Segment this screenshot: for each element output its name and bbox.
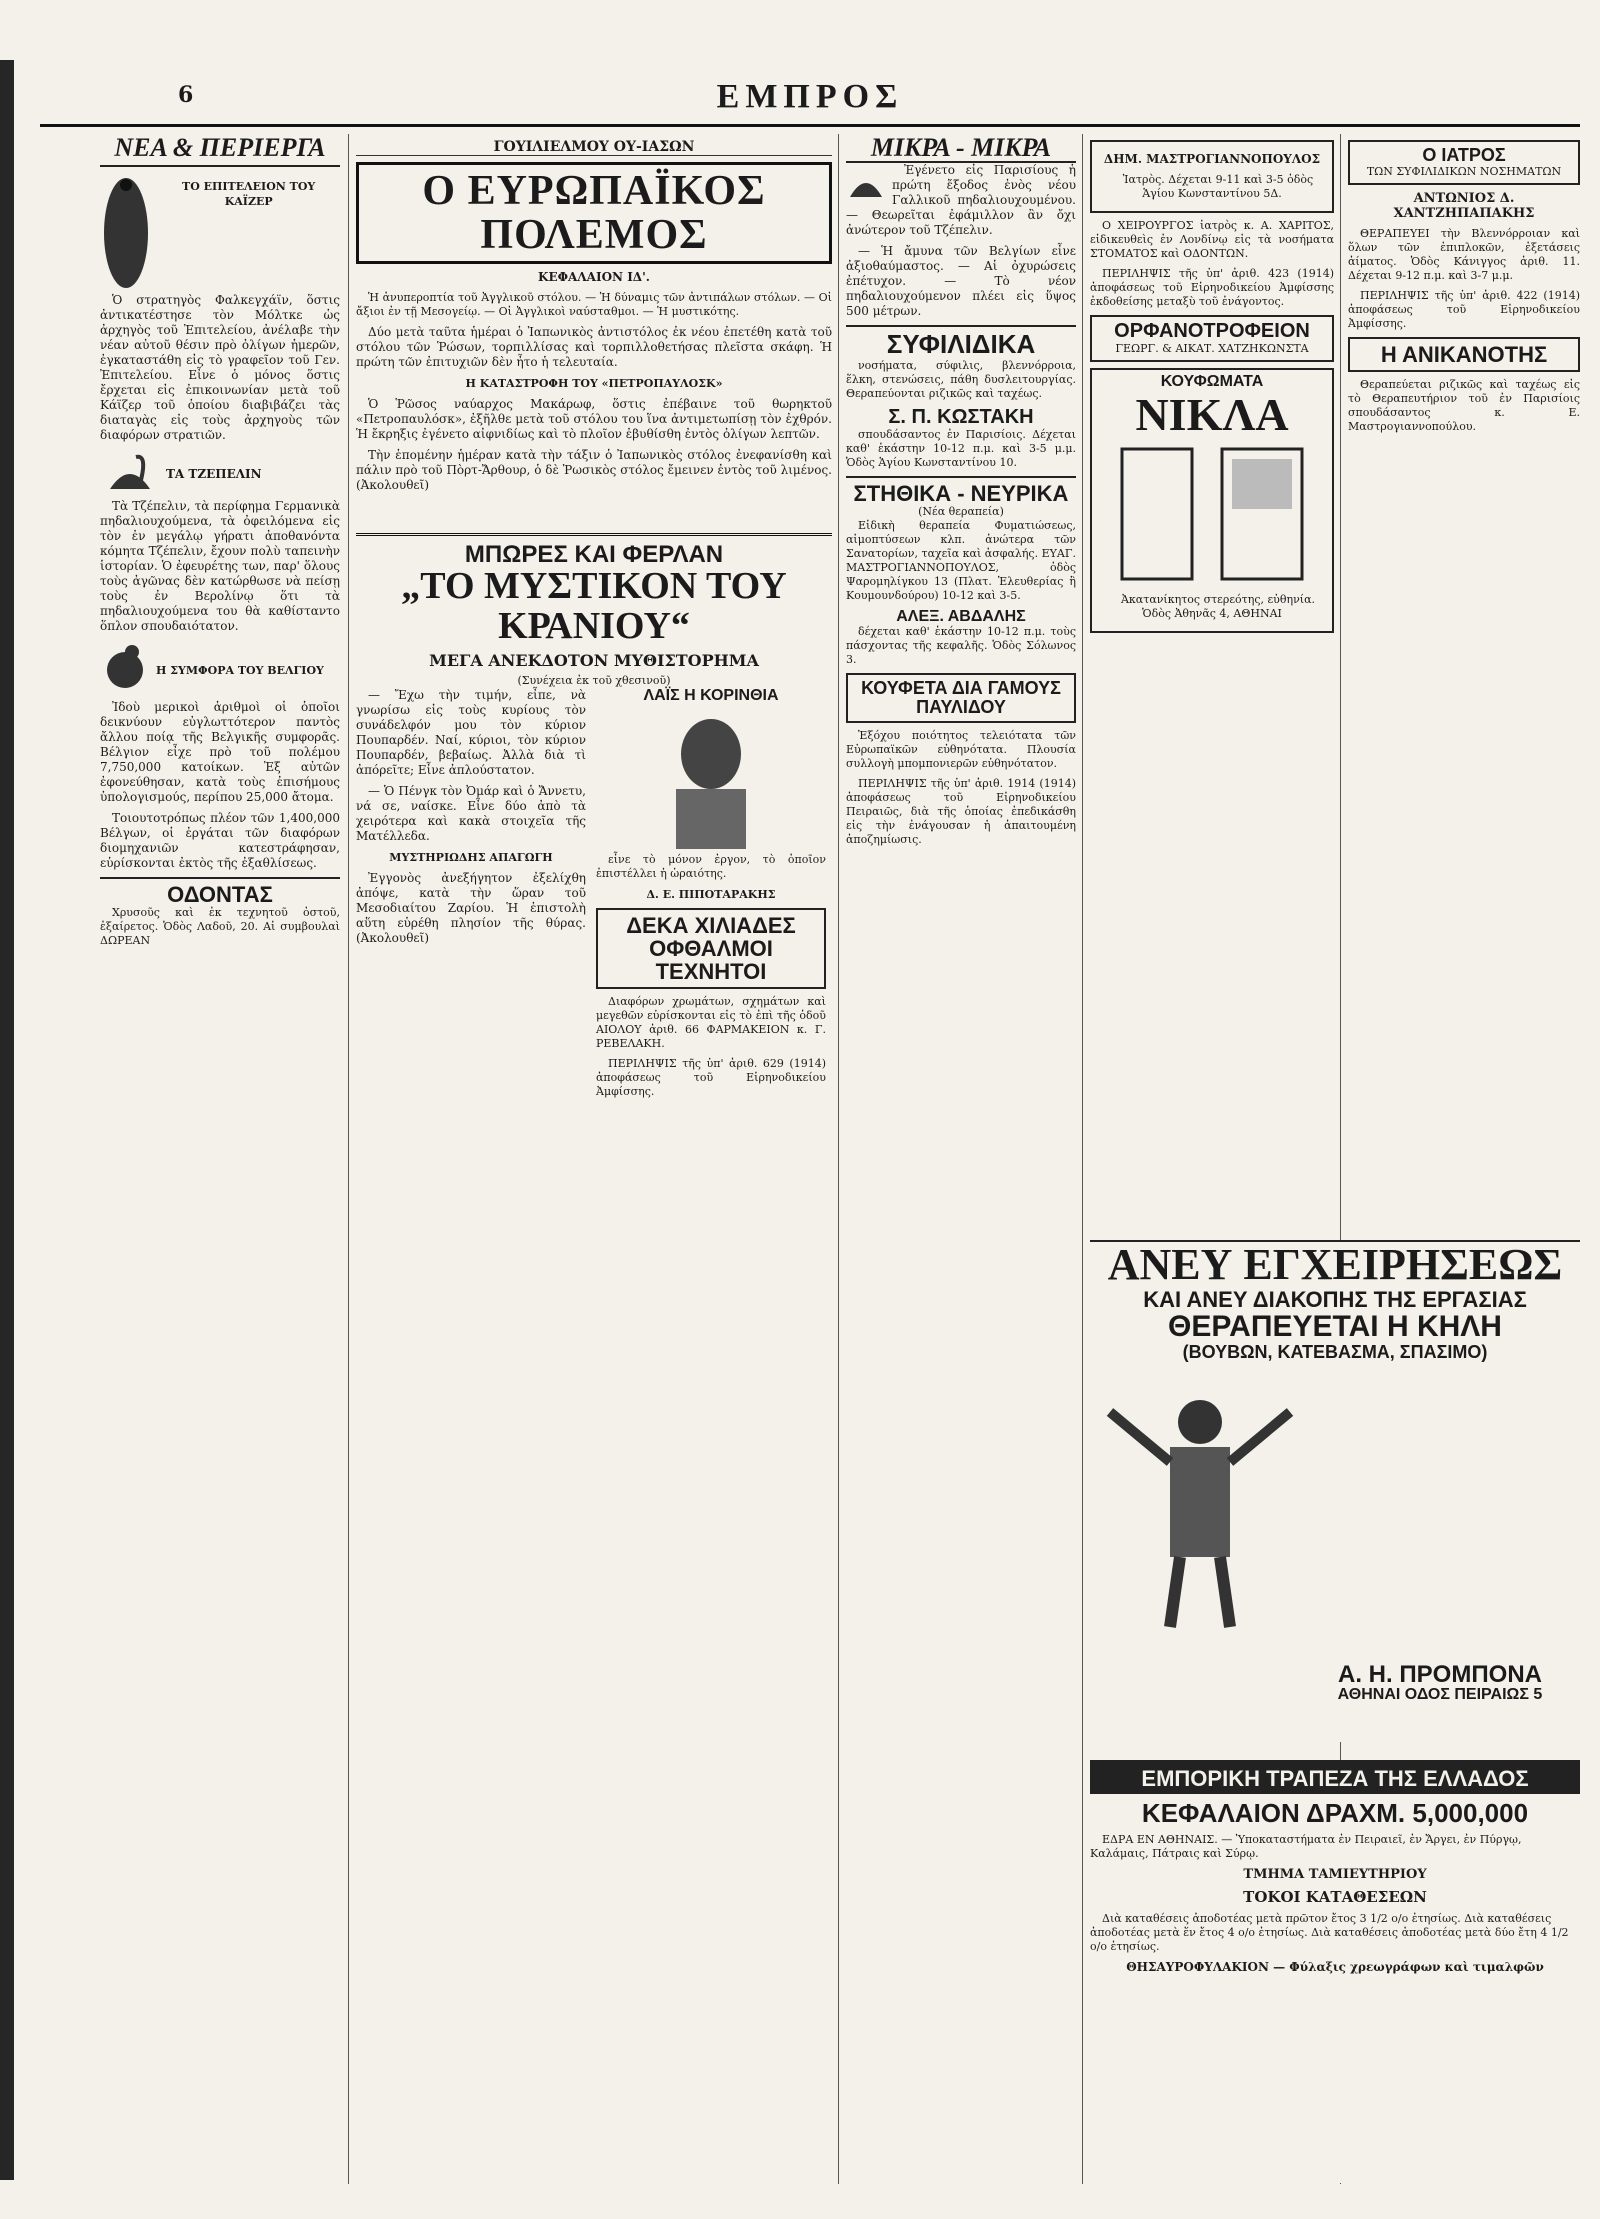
series-author: ΓΟΥΙΛΙΕΛΜΟΥ ΟΥ-ΙΑΣΩΝ	[356, 140, 832, 156]
article-heading: Η ΚΑΤΑΣΤΡΟΦΗ ΤΟΥ «ΠΕΤΡΟΠΑΥΛΟΣΚ»	[465, 377, 723, 391]
column-news	[100, 134, 340, 2194]
ad-subtitle: (Νέα θεραπεία)	[918, 504, 1004, 518]
ad-text: Ἰατρὸς. Δέχεται 9-11 καὶ 3-5 ὁδὸς Ἁγίου Κωνσταντίνου 5Δ.	[1122, 173, 1314, 200]
ad-text: δέχεται καθ' ἑκάστην 10-12 π.μ. τοὺς πάσχοντας τῆς κεφαλῆς. Ὁδὸς Σόλωνος 3.	[846, 625, 1076, 667]
ad-title: Η ΑΝΙΚΑΝΟΤΗΣ	[1380, 341, 1548, 367]
ad-title: ΔΕΚΑ ΧΙΛΙΑΔΕΣ	[626, 912, 796, 938]
section-heading: ΜΙΚΡΑ - ΜΙΚΡΑ	[846, 134, 1076, 163]
bank-text: ΕΔΡΑ ΕΝ ΑΘΗΝΑΙΣ. — Ὑποκαταστήματα ἐν Πειραιεῖ, ἐν Ἄργει, ἐν Πύργῳ, Καλάμαις, Πάτραις καὶ Σύρῳ.	[1090, 1833, 1522, 1861]
legal-notice: ΠΕΡΙΛΗΨΙΣ τῆς ὑπ' ἀριθ. 629 (1914) ἀποφάσεως τοῦ Εἰρηνοδικείου Ἀμφίσσης.	[596, 1057, 826, 1099]
ad-subtitle: (ΒΟΥΒΩΝ, ΚΑΤΕΒΑΣΜΑ, ΣΠΑΣΙΜΟ)	[1182, 1341, 1488, 1362]
ad-title: ΘΕΡΑΠΕΥΕΤΑΙ Η ΚΗΛΗ	[1168, 1310, 1502, 1344]
bank-ad	[1090, 1760, 1580, 2183]
article-text: Τὰ Τζέπελιν, τὰ περίφημα Γερμανικὰ πηδαλιουχούμενα, τὰ ὀφειλόμενα εἰς τὸν ἐν μεγάλῳ γήρατι ἀποθανόντα κόμητα Τζέπελιν, ἔχουν πολὺ ταπεινὴν ἱστορίαν. Ὁ ἐφευρέτης των, παρ' ὅλους τοὺς ἀγῶνας δὲν κατώρθωσε νὰ πείσῃ τοὺς ἐν Βερολίνῳ ὅτι τὰ πηδαλιουχούμενα του θὰ καθίσταντο ὅπλον σπουδαιότατον.	[100, 499, 340, 634]
masthead	[40, 78, 1580, 127]
legal-notice: ΠΕΡΙΛΗΨΙΣ τῆς ὑπ' ἀριθ. 1914 (1914) ἀποφάσεως τοῦ Εἰρηνοδικείου Πειραιῶς, διὰ τῆς ὁποίας ἐπεδικάσθη εἰς τὴν ἐνάγουσαν ἡ ἀπαιτουμένη ἀποζημίωσις.	[846, 777, 1076, 847]
article-text: Δύο μετὰ ταῦτα ἡμέραι ὁ Ἰαπωνικὸς ἀντιστόλος ἐκ νέου ἐπετέθη κατὰ τοῦ στόλου τῶν Ῥώσων, τορπιλλίσας καὶ τορπιλλοθετήσας πλεῖστα σκάφη. Ἡ πρώτη τῶν ἐπιτυχιῶν δὲν ἦτο ἡ τελευταία.	[356, 325, 832, 370]
legal-notice: ΠΕΡΙΛΗΨΙΣ τῆς ὑπ' ἀριθ. 423 (1914) ἀποφάσεως τοῦ Εἰρηνοδικείου Ἀμφίσσης ἐκδοθείσης μεταξὺ τοῦ ἐνάγοντος.	[1090, 267, 1334, 308]
ad-title: ΝΙΚΛΑ	[1135, 388, 1289, 440]
ad-text: Διαφόρων χρωμάτων, σχημάτων καὶ μεγεθῶν εὑρίσκονται εἰς τὸ ἐπὶ τῆς ὁδοῦ ΑΙΟΛΟΥ ἀριθ. 66 ΦΑΡΜΑΚΕΙΟΝ κ. Γ. ΡΕΒΕΛΑΚΗ.	[596, 995, 826, 1051]
article-text: — Ἡ ἄμυνα τῶν Βελγίων εἶνε ἀξιοθαύμαστος. — Αἱ ὀχυρώσεις ἐπέτυχον. — Τὸ νέον πηδαλιουχούμενον πλέει εἰς ὕψος 500 μέτρων.	[846, 244, 1076, 319]
series-title: Ο ΕΥΡΩΠΑΪΚΟΣ ΠΟΛΕΜΟΣ	[356, 162, 832, 264]
section-heading: ΝΕΑ & ΠΕΡΙΕΡΓΑ	[100, 134, 340, 167]
column-rule	[348, 134, 349, 2184]
bank-section-heading: ΤΜΗΜΑ ΤΑΜΙΕΥΤΗΡΙΟΥ	[1243, 1867, 1427, 1883]
ad-text: Ο ΧΕΙΡΟΥΡΓΟΣ ἰατρὸς κ. Α. ΧΑΡΙΤΟΣ, εἰδικευθεὶς ἐν Λονδίνῳ εἰς τὰ νοσήματα ΣΤΟΜΑΤΟΣ καὶ ΟΔΟΝΤΩΝ.	[1090, 219, 1334, 260]
newspaper-title: ΕΜΠΡΟΣ	[716, 78, 904, 115]
column-war	[356, 134, 832, 2194]
article-heading: ΤΑ ΤΖΕΠΕΛΙΝ	[166, 466, 262, 481]
ad-text: ΘΕΡΑΠΕΥΕΙ τὴν Βλεννόρροιαν καὶ ὅλων τῶν ἐπιπλοκῶν, ἐξετάσεις ἀίματος. Ὁδὸς Κάνιγγος ἀριθ. 11. Δέχεται 9-12 π.μ. καὶ 3-7 μ.μ.	[1348, 226, 1580, 282]
ad-doctor-name: Σ. Π. ΚΩΣΤΑΚΗ	[888, 405, 1034, 428]
ad-text: Θεραπεύεται ριζικῶς καὶ ταχέως εἰς τὸ Θεραπευτήριον τοῦ ἐν Παρισίοις σπουδάσαντος κ. Ε. Μαστρογιαννοπούλου.	[1348, 377, 1580, 433]
legal-notice: ΠΕΡΙΛΗΨΙΣ τῆς ὑπ' ἀριθ. 422 (1914) ἀποφάσεως τοῦ Εἰρηνοδικείου Ἀμφίσσης.	[1348, 288, 1580, 330]
ad-title: ΣΥΦΙΛΙΔΙΚΑ	[886, 329, 1036, 360]
article-text: Τοιουτοτρόπως πλέον τῶν 1,400,000 Βέλγων, οἱ ἐργάται τῶν διαφόρων διομηχανιῶν κατεστράφησαν, εὑρίσκονται ἐκτὸς τῆς ἐξαθλίσεως.	[100, 811, 340, 871]
ad-text: Ἐξόχου ποιότητος τελειότατα τῶν Εὐρωπαϊκῶν εὐθηνότατα. Πλουσία συλλογὴ μπομπονιερῶν εὐθηνότατον.	[846, 729, 1076, 771]
ad-text: νοσήματα, σύφιλις, βλεννόρροια, ἕλκη, στενώσεις, πάθη δυσλειτουργίας. Θεραπεύονται ριζικῶς καὶ ταχέως.	[846, 358, 1076, 400]
chapter-summary: Ἡ ἀνυπεροπτία τοῦ Ἀγγλικοῦ στόλου. — Ἡ δύναμις τῶν ἀντιπάλων στόλων. — Οἱ ἄξιοι ἐν τῇ Μεσογείῳ. — Οἱ Ἀγγλικοὶ ναύσταθμοι. — Ἡ μυστικότης.	[356, 291, 832, 319]
bird-icon	[846, 167, 886, 207]
serial-subtitle: ΜΕΓΑ ΑΝΕΚΔΟΤΟΝ ΜΥΘΙΣΤΟΡΗΜΑ	[429, 651, 759, 671]
ad-address: ΑΘΗΝΑΙ ΟΔΟΣ ΠΕΙΡΑΙΩΣ 5	[1337, 1686, 1543, 1704]
door-illustration	[1112, 439, 1312, 589]
bank-section-heading: ΤΟΚΟΙ ΚΑΤΑΘΕΣΕΩΝ	[1243, 1888, 1427, 1907]
ad-title: ΑΝΕΥ ΕΓΧΕΙΡΗΣΕΩΣ	[1107, 1240, 1563, 1289]
rooster-icon	[100, 640, 150, 700]
ad-title: ΣΤΗΘΙΚΑ - ΝΕΥΡΙΚΑ	[853, 480, 1069, 506]
serial-continuation: (Συνέχεια ἐκ τοῦ χθεσινοῦ)	[517, 674, 671, 688]
article-heading: ΤΟ ΕΠΙΤΕΛΕΙΟΝ ΤΟΥ ΚΑΪΖΕΡ	[182, 180, 316, 209]
ad-title: ΚΟΥΦΕΤΑ ΔΙΑ ΓΑΜΟΥΣ ΠΑΥΛΙΔΟΥ	[861, 678, 1061, 718]
ad-text: Ἀκατανίκητος στερεότης, εὐθηνία. Ὁδὸς Ἀθηνᾶς 4, ΑΘΗΝΑΙ	[1120, 593, 1316, 621]
ad-title: ΔΗΜ. ΜΑΣΤΡΟΓΙΑΝΝΟΠΟΥΛΟΣ	[1103, 152, 1321, 166]
article-text: Ἰδοὺ μερικοὶ ἀριθμοὶ οἱ ὁποῖοι δεικνύουν εὐγλωττότερον παντὸς ἄλλου ποίᾳ τῆς Βελγικῆς συμφορᾶς. Βέλγιον εἶχε πρὸ τοῦ πολέμου 7,750,000 κατοίκων. Ἐξ αὐτῶν ἐφονεύθησαν, κατὰ τοὺς ἐπισήμους ὑπολογισμούς, περίπου 25,000 ἄτομα.	[100, 700, 340, 805]
ad-subtitle: ΓΕΩΡΓ. & ΑΙΚΑΤ. ΧΑΤΖΗΚΩΝΣΤΑ	[1115, 342, 1309, 355]
serial-text: — Ἔχω τὴν τιμήν, εἶπε, νὰ γνωρίσω εἰς τοὺς κυρίους τὸν συνάδελφόν μου τὸν κύριον Πουπαρδέν. Ναί, κύριοι, τὸν κύριον Πουπαρδέν, βεβαίως. Ἀλλὰ διὰ τὶ ἀπόρεῖτε; Εἶνε ἀπλούστατον.	[356, 688, 586, 778]
peacock-icon	[100, 173, 151, 293]
page-number: 6	[178, 82, 194, 108]
bank-capital: ΚΕΦΑΛΑΙΟΝ ΔΡΑΧΜ. 5,000,000	[1141, 1798, 1529, 1829]
ad-text: εἶνε τὸ μόνον ἐργον, τὸ ὁποῖον ἐπιστέλλει ἡ ὡραιότης.	[596, 852, 826, 880]
serial-authors: ΜΠΩΡΕΣ ΚΑΙ ΦΕΡΛΑΝ	[464, 541, 724, 569]
ad-subtitle: ΤΩΝ ΣΥΦΙΛΙΔΙΚΩΝ ΝΟΣΗΜΑΤΩΝ	[1366, 164, 1562, 178]
chapter-label: ΚΕΦΑΛΑΙΟΝ ΙΔ'.	[538, 270, 650, 285]
article-text: Τὴν ἑπομένην ἡμέραν κατὰ τὴν τάξιν ὁ Ἰαπωνικὸς στόλος ἐνεφανίσθη καὶ πάλιν πρὸ τοῦ Πὸρτ-Ἄρθουρ, ὁ δὲ Ῥωσικὸς στόλος ἔμεινεν ἐντὸς τοῦ λιμένος. (Ἀκολουθεῖ)	[356, 448, 832, 493]
ad-company: Α. Η. ΠΡΟΜΠΟΝΑ	[1338, 1661, 1542, 1688]
hernia-figure-illustration	[1100, 1392, 1300, 1632]
ad-title: ΚΑΙ ΑΝΕΥ ΔΙΑΚΟΠΗΣ ΤΗΣ ΕΡΓΑΣΙΑΣ	[1143, 1287, 1527, 1313]
ad-text: σπουδάσαντος ἐν Παρισίοις. Δέχεται καθ' ἑκάστην 10-12 π.μ. καὶ 3-5 μ.μ. Ὁδὸς Ἁγίου Κωνσταντίνου 10.	[846, 427, 1076, 469]
ad-text: Εἰδικὴ θεραπεία Φυματιώσεως, αἱμοπτύσεων κλπ. ἀνώτερα τῶν Σανατορίων, ταχεῖα καὶ ἀσφαλής. ΕΥΑΓ. ΜΑΣΤΡΟΓΙΑΝΝΟΠΟΥΛΟΣ, ὁδὸς Ψαρομηλίγκου 13 (Πλατ. Ἐλευθερίας ἢ Κουμουνδούρου) 10-12 καὶ 3-5.	[846, 518, 1076, 602]
column-small-news	[846, 134, 1076, 2194]
ad-doctor-name: ΑΛΕΞ. ΑΒΔΑΛΗΣ	[896, 607, 1026, 625]
ad-title: Ο ΙΑΤΡΟΣ	[1422, 145, 1506, 165]
serial-text: Ἐγγονὸς ἀνεξήγητον ἐξελίχθη ἀπόψε, κατὰ τὴν ὥραν τοῦ Μεσοδιαίτου Ζαρίου. Ἡ ἐπιστολὴ αὕτη εὑρέθη πλησίον τῆς θύρας. (Ἀκολουθεῖ)	[356, 871, 586, 946]
ad-doctor-name: ΑΝΤΩΝΙΟΣ Δ. ΧΑΝΤΖΗΠΑΠΑΚΗΣ	[1393, 190, 1535, 221]
bank-footer: ΘΗΣΑΥΡΟΦΥΛΑΚΙΟΝ — Φύλαξις χρεωγράφων καὶ τιμαλφῶν	[1126, 1960, 1544, 1975]
ad-title: ΛΑΪΣ Η ΚΟΡΙΝΘΙΑ	[643, 687, 779, 705]
article-heading: Η ΣΥΜΦΟΡΑ ΤΟΥ ΒΕΛΓΙΟΥ	[156, 663, 324, 677]
column-rule	[1082, 134, 1083, 2184]
ad-title: ΟΡΦΑΝΟΤΡΟΦΕΙΟΝ	[1114, 320, 1310, 342]
article-text: Ὁ στρατηγὸς Φαλκεγχάϊν, ὅστις ἀντικατέστησε τὸν Μόλτκε ὡς ἀρχηγὸς τοῦ Ἐπιτελείου, ἀνέλαβε τὴν νέαν αὐτοῦ θέσιν πρὸ ὀλίγων ἡμερῶν, ἐγκαταστάθη εἰς τὸ γραφεῖον τοῦ Γεν. Ἐπιτελείου. Εἶνε ὁ μόνος ὅστις ἔρχεται εἰς ἐπικοινωνίαν μετὰ τοῦ Κάϊζερ τοῦ ὁποίου διαβιβάζει τὰς διαταγὰς εἰς τοὺς ἀρχηγοὺς τῶν διαφόρων στρατιῶν.	[100, 293, 340, 443]
woman-portrait-icon	[651, 709, 771, 849]
serial-text: — Ὁ Πένγκ τὸν Ὀμάρ καὶ ὁ Ἄννετυ, νά σε, ναίσκε. Εἶνε δύο ἀπὸ τὰ χειρότερα καὶ κακὰ στοιχεῖα τῆς Ματέλλεδα.	[356, 784, 586, 844]
bank-title: ΕΜΠΟΡΙΚΗ ΤΡΑΠΕΖΑ ΤΗΣ ΕΛΛΑΔΟΣ	[1090, 1763, 1580, 1794]
ad-title: ΟΦΘΑΛΜΟΙ ΤΕΧΝΗΤΟΙ	[649, 936, 773, 985]
hernia-ad	[1090, 1240, 1580, 1742]
ad-maker: Δ. Ε. ΠΙΠΟΤΑΡΑΚΗΣ	[646, 887, 776, 901]
serial-section-heading: ΜΥΣΤΗΡΙΩΔΗΣ ΑΠΑΓΩΓΗ	[389, 851, 553, 865]
ad-text: Χρυσοῦς καὶ ἐκ τεχνητοῦ ὀστοῦ, ἐξαίρετος. Ὁδὸς Λαδοῦ, 20. Αἱ συμβουλαὶ ΔΩΡΕΑΝ	[100, 906, 340, 948]
bank-text: Διὰ καταθέσεις ἀποδοτέας μετὰ πρῶτον ἔτος 3 1/2 ο/ο ἐτησίως. Διὰ καταθέσεις ἀποδοτέας μετὰ ἕν ἔτος 4 ο/ο ἐτησίως. Διὰ καταθέσεις ἀποδοτέας μετὰ δύο ἔτη 4 1/2 ο/ο ἐτησίως.	[1090, 1912, 1569, 1954]
serial-title: „ΤΟ ΜΥΣΤΙΚΟΝ ΤΟΥ ΚΡΑΝΙΟΥ“	[401, 565, 787, 648]
column-rule	[838, 134, 839, 2184]
ad-title: ΟΔΟΝΤΑΣ	[167, 882, 273, 908]
article-text: Ἐγένετο εἰς Παρισίους ἡ πρώτη ἔξοδος ἐνὸς νέου Γαλλικοῦ πηδαλιουχουμένου. — Θεωρεῖται ἐφάμιλλον ἂν ὄχι ἀνώτερον τοῦ Τζέπελιν.	[846, 163, 1076, 238]
scan-edge	[0, 60, 14, 2180]
swan-icon	[100, 449, 160, 499]
ad-title: ΚΟΥΦΩΜΑΤΑ	[1160, 373, 1264, 390]
article-text: Ὁ Ῥῶσος ναύαρχος Μακάρωφ, ὅστις ἐπέβαινε τοῦ θωρηκτοῦ «Πετροπαυλόσκ», ἐξῆλθε μετὰ τοῦ στόλου του ἵνα ἀντιμετωπίσῃ τὸν ἐχθρόν. Ἡ ἔκρηξις ἐγένετο αἰφνιδίως καὶ τὸ πλοῖον ἐβυθίσθη ἐντὸς ὀλίγων λεπτῶν.	[356, 397, 832, 442]
